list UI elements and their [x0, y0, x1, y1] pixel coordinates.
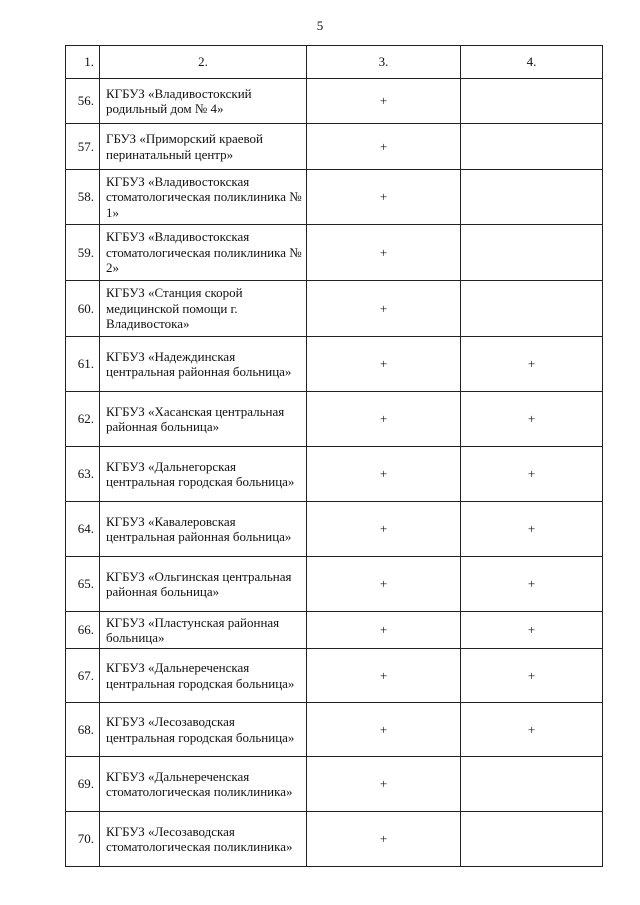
col4-mark: + [461, 502, 603, 557]
row-number: 61. [66, 337, 100, 392]
institution-name: КГБУЗ «Дальнегорская центральная городская больница» [100, 447, 307, 502]
row-number: 65. [66, 557, 100, 612]
row-number: 69. [66, 757, 100, 812]
table-row [66, 447, 603, 502]
row-number: 64. [66, 502, 100, 557]
institution-name: КГБУЗ «Кавалеровская центральная районная больница» [100, 502, 307, 557]
institution-name: КГБУЗ «Лесозаводская стоматологическая поликлиника» [100, 812, 307, 867]
table-row [66, 170, 603, 225]
row-number: 56. [66, 79, 100, 124]
institution-name: КГБУЗ «Надеждинская центральная районная больница» [100, 337, 307, 392]
table-row [66, 281, 603, 337]
table-row [66, 703, 603, 757]
col4-mark [461, 281, 603, 337]
row-number: 58. [66, 170, 100, 225]
row-number: 70. [66, 812, 100, 867]
col4-mark: + [461, 703, 603, 757]
col3-mark: + [307, 612, 461, 649]
col3-mark: + [307, 281, 461, 337]
page-number: 5 [316, 18, 324, 33]
col3-mark: + [307, 79, 461, 124]
institution-name: КГБУЗ «Дальнереченская центральная городская больница» [100, 649, 307, 703]
col3-mark: + [307, 557, 461, 612]
row-number: 62. [66, 392, 100, 447]
header-col-1: 1. [66, 46, 100, 79]
row-number: 60. [66, 281, 100, 337]
col3-mark: + [307, 447, 461, 502]
institution-name: КГБУЗ «Хасанская центральная районная больница» [100, 392, 307, 447]
institution-name: КГБУЗ «Ольгинская центральная районная больница» [100, 557, 307, 612]
header-col-3: 3. [307, 46, 461, 79]
institution-name: КГБУЗ «Владивостокский родильный дом № 4» [100, 79, 307, 124]
institution-name: КГБУЗ «Станция скорой медицинской помощи г. Владивостока» [100, 281, 307, 337]
institution-name: КГБУЗ «Владивостокская стоматологическая поликлиника № 1» [100, 170, 307, 225]
row-number: 63. [66, 447, 100, 502]
row-number: 59. [66, 225, 100, 281]
table-row [66, 612, 603, 649]
row-number: 66. [66, 612, 100, 649]
col4-mark: + [461, 612, 603, 649]
institution-name: КГБУЗ «Владивостокская стоматологическая поликлиника № 2» [100, 225, 307, 281]
table-row [66, 812, 603, 867]
col3-mark: + [307, 757, 461, 812]
table-header-row [66, 46, 603, 79]
col4-mark [461, 124, 603, 170]
col4-mark: + [461, 557, 603, 612]
col3-mark: + [307, 170, 461, 225]
table-row [66, 649, 603, 703]
table-row [66, 225, 603, 281]
col3-mark: + [307, 812, 461, 867]
col4-mark: + [461, 447, 603, 502]
row-number: 68. [66, 703, 100, 757]
table-row [66, 124, 603, 170]
col4-mark [461, 225, 603, 281]
col3-mark: + [307, 337, 461, 392]
header-col-2: 2. [100, 46, 307, 79]
institutions-table [65, 45, 603, 867]
institution-name: КГБУЗ «Лесозаводская центральная городская больница» [100, 703, 307, 757]
col4-mark [461, 757, 603, 812]
institution-name: КГБУЗ «Дальнереченская стоматологическая поликлиника» [100, 757, 307, 812]
institution-name: КГБУЗ «Пластунская районная больница» [100, 612, 307, 649]
table-row [66, 757, 603, 812]
table-row [66, 337, 603, 392]
col4-mark: + [461, 649, 603, 703]
col3-mark: + [307, 649, 461, 703]
col4-mark: + [461, 337, 603, 392]
institution-name: ГБУЗ «Приморский краевой перинатальный центр» [100, 124, 307, 170]
row-number: 57. [66, 124, 100, 170]
table-row [66, 557, 603, 612]
col3-mark: + [307, 502, 461, 557]
col4-mark [461, 79, 603, 124]
table-row [66, 79, 603, 124]
col4-mark: + [461, 392, 603, 447]
table-row [66, 502, 603, 557]
col3-mark: + [307, 225, 461, 281]
col3-mark: + [307, 124, 461, 170]
row-number: 67. [66, 649, 100, 703]
col3-mark: + [307, 703, 461, 757]
table-row [66, 392, 603, 447]
header-col-4: 4. [461, 46, 603, 79]
col3-mark: + [307, 392, 461, 447]
col4-mark [461, 812, 603, 867]
col4-mark [461, 170, 603, 225]
